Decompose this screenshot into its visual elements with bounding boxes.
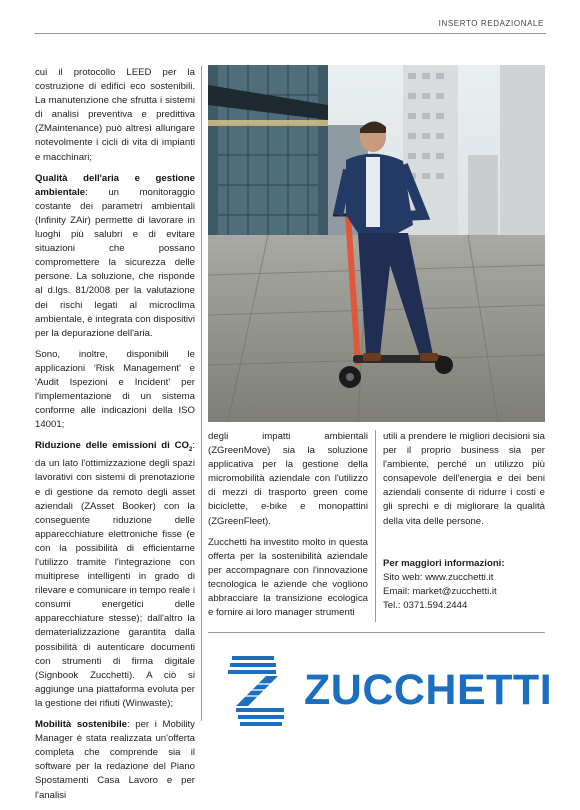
mobility-heading: Mobilità sostenibile [35, 719, 127, 731]
column-divider-2 [375, 430, 376, 622]
emissions-heading: Riduzione delle emissioni di $CO_2$ [35, 440, 193, 454]
zucchetti-logo-mark-icon [226, 654, 296, 728]
section-label: INSERTO REDAZIONALE [438, 19, 544, 28]
col3-paragraph-1: utili a prendere le migliori decisioni sia per il proprio business sia per l'ambiente, perché un utilizzo più consapevole dell'energia e dei beni aziendali consente di ridurre i costi e gli sprechi e di migliorare la qualità della vita delle persone. [383, 431, 545, 527]
header-rule [34, 33, 546, 34]
emissions-body: : da un lato l'ottimizzazione degli spazi lavorativi con sistemi di prenotazione e di gestione da remoto degli asset aziendali (ZAsset Booker) con la conseguente riduzione delle apparecchiature elettroniche fisse (e con la possibilità di efficientarne l'utilizzo tramite l'integrazione con multipresе intelligenti in grado di rilevare e comunicare in tempo reale i consumi energetici delle apparecchiature stesse); dall'altro la dematerializzazione garantita dalla possibilità di autenticare documenti con strumenti di firma digitale (Signbook Zucchetti). A ciò si aggiunge una piattaforma evoluta per la gestione dei rifiuti (Winwaste); [35, 440, 195, 709]
column-3 [383, 430, 545, 613]
scooter-photo [208, 65, 545, 422]
col1-paragraph-5 [35, 718, 195, 803]
col2-paragraph-1: degli impatti ambientali (ZGreenMove) sia la soluzione applicativa per la gestione della micromobilità aziendale con l'utilizzo di mezzi di trasporto green come biciclette, e-bike e monopattini (ZGreenFleet). [208, 431, 368, 527]
air-quality-body: : un monitoraggio costante dei parametri ambientali (Infinity ZAir) permette di lavorare in luoghi più salubri e di evitare situazioni che possano compromettere la sicurezza delle persone. La soluzione, che risponde al d.lgs. 81/2008 per la valutazione dei rischi legati al microclima ambientale, è integrata con dispositivi per la depurazione dell'aria. [35, 186, 195, 339]
col1-paragraph-3: Sono, inoltre, disponibili le applicazioni 'Risk Management' e 'Audit Ispezioni e Incident' per l'implementazione di un sistema conforme alle indicazioni della ISO 14001; [35, 348, 195, 431]
zucchetti-logo [226, 654, 553, 728]
column-2 [208, 430, 368, 627]
contact-web[interactable]: Sito web: www.zucchetti.it [383, 571, 494, 583]
contact-phone: Tel.: 0371.594.2444 [383, 599, 468, 611]
column-divider-1 [201, 66, 202, 721]
zucchetti-wordmark: ZUCCHETTI [304, 666, 553, 714]
column-1 [35, 66, 195, 810]
air-quality-heading: Qualità dell'aria e gestione ambientale [35, 172, 195, 198]
contact-heading: Per maggiori informazioni: [383, 557, 505, 569]
contact-email[interactable]: Email: market@zucchetti.it [383, 585, 497, 597]
col1-paragraph-1: cui il protocollo LEED per la costruzione di edifici eco sostenibili. La manutenzione che sfrutta i sistemi di analisi preventiva e predittiva (ZMaintenance) può altresì allungare notevolmente i cicli di vita di impianti e macchinari; [35, 67, 195, 163]
col2-paragraph-2: Zucchetti ha investito molto in questa offerta per la sostenibilità aziendale per accompagnare con l'innovazione tecnologica le aziende che vogliono abbracciare la transizione ecologica e fornire ai loro manager strumenti [208, 536, 368, 619]
mobility-body: : per i Mobility Manager è stata realizzata un'offerta completa che comprende sia il software per la redazione del Piano Spostamenti Casa Lavoro e per l'analisi [35, 719, 195, 801]
footer-rule [208, 632, 545, 633]
col1-paragraph-4 [35, 439, 195, 711]
col1-paragraph-2 [35, 172, 195, 341]
